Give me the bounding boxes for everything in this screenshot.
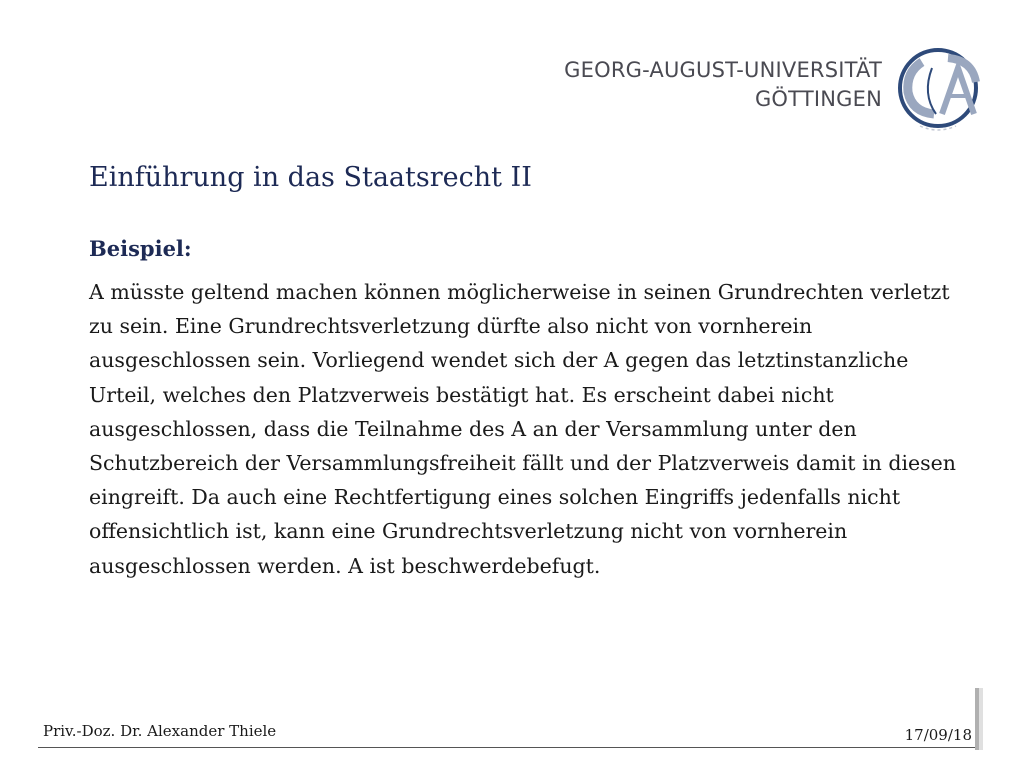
slide-content [89, 236, 959, 583]
university-seal-icon [892, 44, 988, 136]
footer-date: 17/09/18 [904, 726, 972, 744]
footer-decoration [975, 688, 983, 750]
university-name-line2: GÖTTINGEN [754, 87, 882, 111]
example-body-text: A müsste geltend machen können möglicherweise in seinen Grundrechten verletzt zu sein. Eine Grundrechtsverletzung dürfte also nicht von vornherein ausgeschlossen sein. Vorliegend wendet sich der A gegen das letztinstanzliche Urteil, welches den Platzverweis bestätigt hat. Es erscheint dabei nicht ausgeschlossen, dass die Teilnahme des A an der Versammlung unter den Schutzbereich der Versammlungsfreiheit fällt und der Platzverweis damit in diesen eingreift. Da auch eine Rechtfertigung eines solchen Eingriffs jedenfalls nicht offensichtlich ist, kann eine Grundrechtsverletzung nicht von vornherein ausgeschlossen werden. A ist beschwerdebefugt. [89, 280, 957, 578]
footer-author: Priv.-Doz. Dr. Alexander Thiele [43, 722, 277, 740]
footer-divider [38, 747, 980, 748]
university-name [564, 56, 882, 114]
university-name-line1: GEORG-AUGUST-UNIVERSITÄT [564, 58, 882, 82]
example-label: Beispiel: [89, 236, 192, 261]
slide-title: Einführung in das Staatsrecht II [89, 162, 532, 193]
